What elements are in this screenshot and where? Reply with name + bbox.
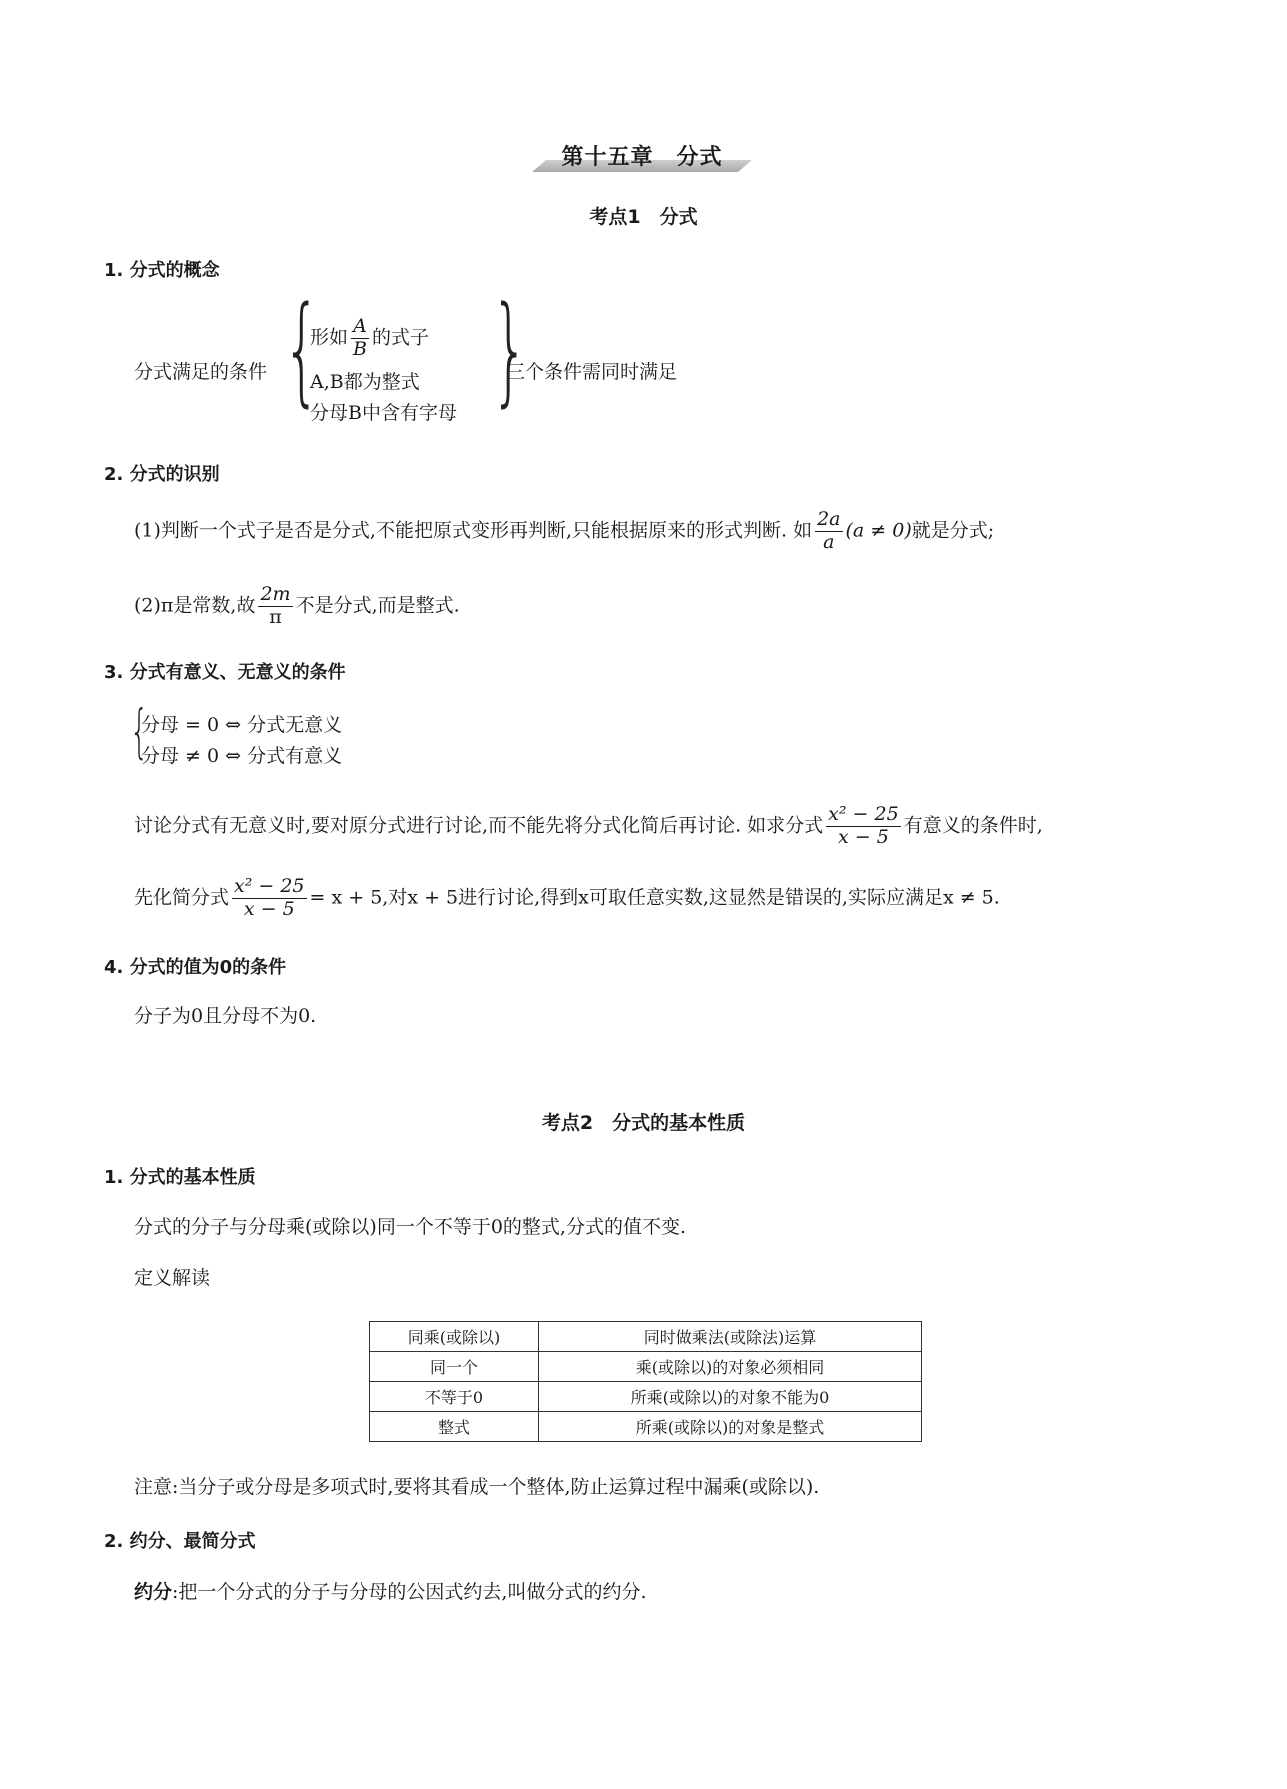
discussion-line-2 xyxy=(134,876,1000,921)
discussion-line-2-prefix: 先化简分式 xyxy=(134,886,230,909)
definition-label: 定义解读 xyxy=(134,1267,211,1289)
table-cell: 不等于0 xyxy=(370,1382,539,1412)
kaodian-1-title: 考点1 分式 xyxy=(589,206,698,228)
definition-table xyxy=(369,1321,922,1442)
fraction-x2-25-over-x-5 xyxy=(826,804,901,849)
fraction-x2-25-over-x-5 xyxy=(232,876,307,921)
identify-point-1-text: (1)判断一个式子是否是分式,不能把原式变形再判断,只能根据原来的形式判断. 如 xyxy=(134,519,813,542)
fraction-numerator: 2a xyxy=(817,508,841,530)
fraction-2a-over-a xyxy=(815,509,842,554)
table-cell: 所乘(或除以)的对象是整式 xyxy=(539,1412,922,1442)
section-1-heading: 1. 分式的概念 xyxy=(104,260,220,281)
table-row xyxy=(370,1382,922,1412)
chapter-title: 第十五章 分式 xyxy=(561,145,723,170)
table-row xyxy=(370,1322,922,1352)
identify-point-2-prefix: (2)π是常数,故 xyxy=(134,594,256,617)
section-2-heading: 2. 分式的识别 xyxy=(104,464,220,485)
kaodian-2-title: 考点2 分式的基本性质 xyxy=(541,1112,746,1134)
meaningful-condition: 分母 ≠ 0 ⇔ 分式有意义 xyxy=(141,745,343,767)
reduction-text: :把一个分式的分子与分母的公因式约去,叫做分式的约分. xyxy=(172,1581,647,1603)
zero-value-condition: 分子为0且分母不为0. xyxy=(134,1005,317,1027)
condition-3: 分母B中含有字母 xyxy=(310,402,457,424)
table-cell: 乘(或除以)的对象必须相同 xyxy=(539,1352,922,1382)
left-brace: { xyxy=(283,280,321,418)
reduction-definition xyxy=(134,1577,647,1604)
property-heading: 1. 分式的基本性质 xyxy=(104,1167,256,1188)
table-cell: 同时做乘法(或除法)运算 xyxy=(539,1322,922,1352)
condition-1-prefix: 形如 xyxy=(310,326,349,349)
identify-point-2 xyxy=(134,584,460,629)
section-4-heading: 4. 分式的值为0的条件 xyxy=(104,957,287,978)
condition-tail: 三个条件需同时满足 xyxy=(506,361,678,383)
fraction-numerator: 2m xyxy=(260,583,291,605)
condition-1-suffix: 的式子 xyxy=(371,326,429,349)
section-3-heading: 3. 分式有意义、无意义的条件 xyxy=(104,662,346,683)
meaningless-condition: 分母 = 0 ⇔ 分式无意义 xyxy=(141,714,343,736)
discussion-line-1-text: 讨论分式有无意义时,要对原分式进行讨论,而不能先将分式化简后再讨论. 如求分式 xyxy=(134,814,824,837)
note-text: 注意:当分子或分母是多项式时,要将其看成一个整体,防止运算过程中漏乘(或除以). xyxy=(134,1476,820,1498)
table-cell: 同乘(或除以) xyxy=(370,1322,539,1352)
fraction-denominator: a xyxy=(823,530,835,553)
table-row xyxy=(370,1412,922,1442)
discussion-line-2-suffix: = x + 5,对x + 5进行讨论,得到x可取任意实数,这显然是错误的,实际应满足x ≠ 5. xyxy=(309,886,1000,909)
discussion-line-1-end: 有意义的条件时, xyxy=(903,814,1043,837)
fraction-numerator: A xyxy=(351,316,369,339)
condition-lead: 分式满足的条件 xyxy=(134,361,268,383)
fraction-2m-over-pi xyxy=(258,584,292,629)
condition-2: A,B都为整式 xyxy=(310,371,420,393)
chapter-title-banner xyxy=(532,140,752,172)
fraction-denominator: B xyxy=(353,337,367,360)
table-cell: 所乘(或除以)的对象不能为0 xyxy=(539,1382,922,1412)
fraction-a-over-b xyxy=(351,316,369,361)
fraction-denominator: π xyxy=(269,605,282,628)
fraction-numerator: x² − 25 xyxy=(828,803,899,825)
identify-point-1-end: 就是分式; xyxy=(911,519,995,542)
property-statement: 分式的分子与分母乘(或除以)同一个不等于0的整式,分式的值不变. xyxy=(134,1216,686,1238)
fraction-denominator: x − 5 xyxy=(243,897,295,920)
identify-point-2-suffix: 不是分式,而是整式. xyxy=(295,594,460,617)
identify-point-1 xyxy=(134,509,994,554)
condition-brace: { xyxy=(130,697,149,765)
fraction-denominator: x − 5 xyxy=(838,825,889,848)
reduction-label: 约分 xyxy=(134,1581,173,1603)
discussion-line-1 xyxy=(134,804,1043,849)
table-cell: 同一个 xyxy=(370,1352,539,1382)
right-brace: } xyxy=(491,280,529,418)
condition-note: (a ≠ 0) xyxy=(845,519,912,542)
condition-1 xyxy=(310,316,429,361)
reduction-heading: 2. 约分、最简分式 xyxy=(104,1531,256,1552)
table-cell: 整式 xyxy=(370,1412,539,1442)
fraction-numerator: x² − 25 xyxy=(234,875,305,897)
table-row xyxy=(370,1352,922,1382)
